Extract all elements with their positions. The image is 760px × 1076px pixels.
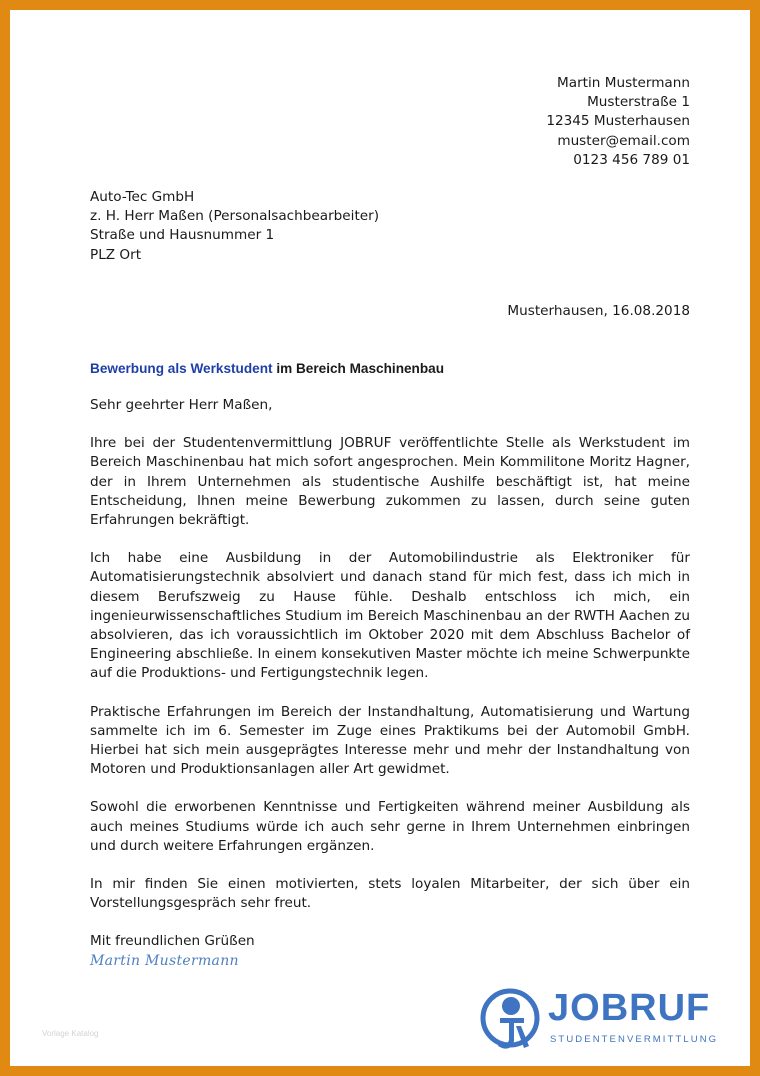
recipient-street: Straße und Hausnummer 1 [90,227,275,244]
paragraph-intro: Ihre bei der Studentenvermittlung JOBRUF veröffentlichte Stelle als Werkstudent im Bereich Maschinenbau hat mich sofort angesprochen. Mein Kommilitone Moritz Hagner, der in Ihrem Unternehmen als studentische Aushilfe beschäftigt ist, hat meine Entscheidung, Ihnen meine Bewerbung zukommen zu lassen, durch seine guten Erfahrungen bekräftigt. [90,435,690,529]
watermark-text: Vorlage Katalog [42,1029,99,1038]
logo-tagline: STUDENTENVERMITTLUNG [550,1034,719,1045]
jobruf-logo [480,986,719,1054]
letter-page [10,10,750,1066]
subject-highlight: Bewerbung als Werkstudent [90,361,273,376]
subject-rest: im Bereich Maschinenbau [272,361,445,376]
sender-phone: 0123 456 789 01 [573,151,690,168]
paragraph-experience: Praktische Erfahrungen im Bereich der Instandhaltung, Automatisierung und Wartung sammelte ich im 6. Semester im Zuge eines Praktikums bei der Automobil GmbH. Hierbei hat sich mein ausgeprägtes Interesse mehr und mehr der Instandhaltung von Motoren und Produktionsanlagen aller Art gewidmet. [90,703,690,778]
recipient-attention: z. H. Herr Maßen (Personalsachbearbeiter) [90,208,380,225]
sender-street: Musterstraße 1 [587,94,690,111]
recipient-city: PLZ Ort [90,246,142,263]
closing-greeting: Mit freundlichen Grüßen [90,933,255,950]
logo-wordmark: JOBRUF [548,987,711,1029]
letter-body [90,396,690,971]
letter-date: Musterhausen, 16.08.2018 [507,303,690,319]
sender-city: 12345 Musterhausen [546,113,690,130]
sender-address-block [546,74,690,170]
signature: Martin Mustermann [90,952,239,969]
subject-line [90,359,444,378]
recipient-company: Auto-Tec GmbH [90,189,195,205]
recipient-address-block [90,188,379,265]
sender-name: Martin Mustermann [557,75,690,91]
jobruf-person-logo-icon [480,986,544,1052]
salutation: Sehr geehrter Herr Maßen, [90,397,273,413]
paragraph-education: Ich habe eine Ausbildung in der Automobilindustrie als Elektroniker für Automatisierungstechnik absolviert und danach stand für mich fest, dass ich mich in diesem Berufszweig zu Hause fühle. Deshalb entschloss ich mich, ein ingenieurwissenschaftliches Studium im Bereich Maschinenbau an der RWTH Aachen zu absolvieren, das ich voraussichtlich im Oktober 2020 mit dem Abschluss Bachelor of Engineering abschließe. In einem konsekutiven Master möchte ich meine Schwerpunkte auf die Produktions- und Fertigungstechnik legen. [90,550,690,682]
paragraph-contribution: Sowohl die erworbenen Kenntnisse und Fertigkeiten während meiner Ausbildung als auch meines Studiums würde ich auch sehr gerne in Ihrem Unternehmen einbringen und durch weitere Erfahrungen ergänzen. [90,799,690,854]
sender-email: muster@email.com [557,132,690,149]
paragraph-closing: In mir finden Sie einen motivierten, stets loyalen Mitarbeiter, der sich über ein Vorstellungsgespräch sehr freut. [90,876,690,912]
